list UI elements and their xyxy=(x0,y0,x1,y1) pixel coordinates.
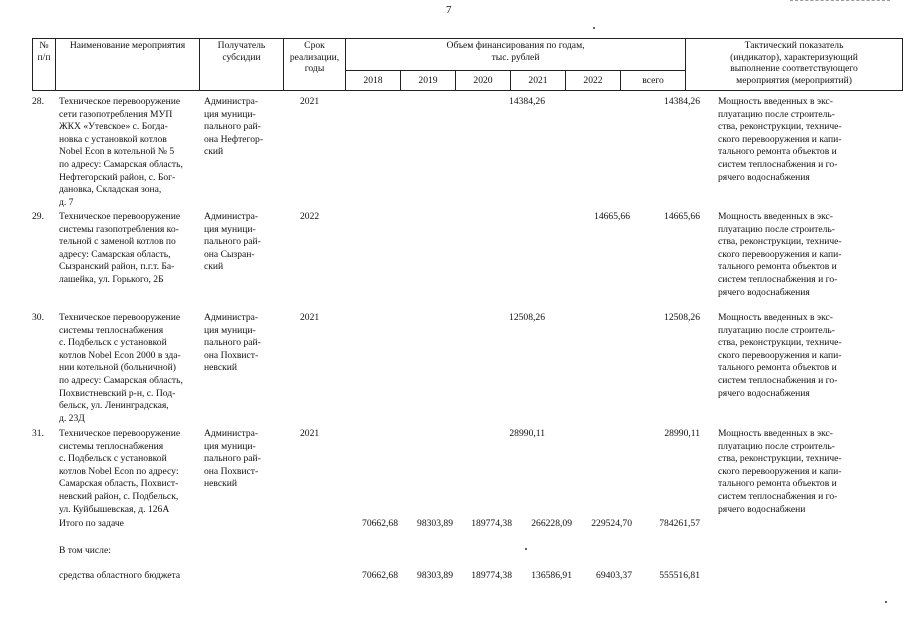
header-indicator: Тактический показатель (индикатор), характеризующий выполнение соответствующего мероприятия (мероприятий) xyxy=(686,39,903,91)
row-2021: 12508,26 xyxy=(509,312,545,323)
summary-including-label: В том числе: xyxy=(59,545,111,556)
header-term: Срок реализации, годы xyxy=(284,39,346,91)
summary-total-2022: 229524,70 xyxy=(591,518,632,529)
summary-total-2020: 189774,38 xyxy=(471,518,512,529)
row-name: Техническое перевооружение сети газопотребления МУП ЖКХ «Утевское» с. Богда- новка с установкой котлов Nobel Econ в котельной № 5 по адресу: Самарская область, Нефтегорский район, с. Бог- дановка, Складская зона, д. 7 xyxy=(59,96,183,208)
scan-speck xyxy=(593,27,595,29)
row-indicator: Мощность введенных в экс- плуатацию после строитель- ства, реконструкции, техниче- ского перевооружения и капи- тального ремонта объектов и систем теплоснабжения и го- рячего водоснабжения xyxy=(718,211,842,298)
row-indicator: Мощность введенных в экс- плуатацию после строитель- ства, реконструкции, техниче- ского перевооружения и капи- тального ремонта объектов и систем теплоснабжения и го- рячего водоснабжения xyxy=(718,312,842,399)
summary-regional-all: 555516,81 xyxy=(659,570,700,581)
row-number: 28. xyxy=(32,96,44,107)
row-2022: 14665,66 xyxy=(594,211,630,222)
row-recipient: Администра- ция муници- пального рай- она Похвист- невский xyxy=(204,312,261,374)
header-year-2020: 2020 xyxy=(456,71,511,91)
row-total: 28990,11 xyxy=(664,428,700,439)
header-volume: Объем финансирования по годам, тыс. рублей xyxy=(346,39,686,71)
top-dashed-line xyxy=(790,0,890,1)
scan-speck xyxy=(885,601,887,603)
page-number: 7 xyxy=(446,4,452,16)
summary-regional-2022: 69403,37 xyxy=(596,570,632,581)
summary-regional-2019: 98303,89 xyxy=(417,570,453,581)
header-number: № п/п xyxy=(33,39,56,91)
row-recipient: Администра- ция муници- пального рай- она Сызран- ский xyxy=(204,211,261,273)
header-year-2022: 2022 xyxy=(566,71,621,91)
row-2021: 28990,11 xyxy=(509,428,545,439)
header-year-2019: 2019 xyxy=(401,71,456,91)
row-name: Техническое перевооружение системы теплоснабжения с. Подбельск с установкой котлов Nobel Econ 2000 в зда- нии котельной (больничной) по адресу: Самарская область, Похвистневский р-н, с. Под- бельск, ул. Ленинградская, д. 23Д xyxy=(59,312,183,424)
summary-total-label: Итого по задаче xyxy=(59,518,124,529)
row-term: 2021 xyxy=(300,96,320,107)
row-number: 31. xyxy=(32,428,44,439)
summary-total-2019: 98303,89 xyxy=(417,518,453,529)
header-total: всего xyxy=(621,71,686,91)
row-recipient: Администра- ция муници- пального рай- она Похвист- невский xyxy=(204,428,261,490)
row-number: 29. xyxy=(32,211,44,222)
row-name: Техническое перевооружение системы газопотребления ко- тельной с заменой котлов по адресу: Самарская область, Сызранский район, п.г.т. Ба- лашейка, ул. Горького, 2Б xyxy=(59,211,181,285)
summary-total-2018: 70662,68 xyxy=(362,518,398,529)
summary-regional-2020: 189774,38 xyxy=(471,570,512,581)
row-term: 2022 xyxy=(300,211,320,222)
table-header xyxy=(32,38,903,91)
summary-regional-label: средства областного бюджета xyxy=(59,570,181,581)
summary-total-all: 784261,57 xyxy=(659,518,700,529)
row-total: 14384,26 xyxy=(664,96,700,107)
header-year-2021: 2021 xyxy=(511,71,566,91)
row-total: 12508,26 xyxy=(664,312,700,323)
row-indicator: Мощность введенных в экс- плуатацию после строитель- ства, реконструкции, техниче- ского перевооружения и капи- тального ремонта объектов и систем теплоснабжения и го- рячего водоснабжени xyxy=(718,428,842,515)
header-recipient: Получатель субсидии xyxy=(200,39,284,91)
row-indicator: Мощность введенных в экс- плуатацию после строитель- ства, реконструкции, техниче- ского перевооружения и капи- тального ремонта объектов и систем теплоснабжения и го- рячего водоснабжения xyxy=(718,96,842,183)
row-name: Техническое перевооружение системы теплоснабжения с. Подбельск с установкой котлов Nobel Econ по адресу: Самарская область, Похвист- невский район, с. Подбельск, ул. Куйбышевская, д. 126А xyxy=(59,428,181,515)
header-name: Наименование мероприятия xyxy=(56,39,200,91)
row-recipient: Администра- ция муници- пального рай- она Нефтегор- ский xyxy=(204,96,264,158)
row-number: 30. xyxy=(32,312,44,323)
scan-speck xyxy=(525,548,527,550)
row-term: 2021 xyxy=(300,312,320,323)
header-year-2018: 2018 xyxy=(346,71,401,91)
row-total: 14665,66 xyxy=(664,211,700,222)
summary-total-2021: 266228,09 xyxy=(531,518,572,529)
row-2021: 14384,26 xyxy=(509,96,545,107)
summary-regional-2021: 136586,91 xyxy=(531,570,572,581)
summary-regional-2018: 70662,68 xyxy=(362,570,398,581)
row-term: 2021 xyxy=(300,428,320,439)
